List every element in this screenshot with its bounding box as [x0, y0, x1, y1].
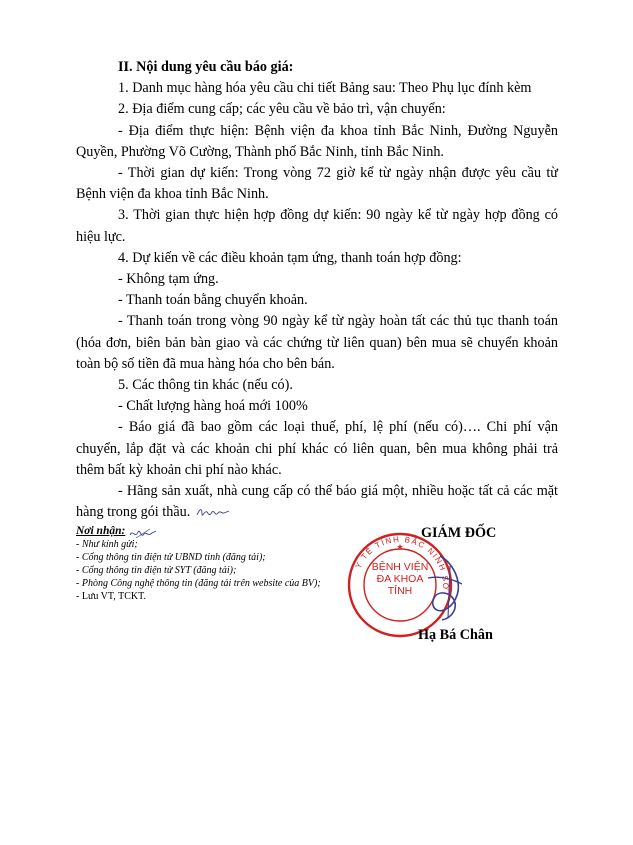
seal-ring-text: Y TẾ TỈNH BẮC NINH SỞ [353, 534, 451, 592]
item-other-info: 5. Các thông tin khác (nếu có). [118, 377, 293, 394]
item-payment-terms: 4. Dự kiến về các điều khoản tạm ứng, thanh toán hợp đồng: [118, 249, 462, 266]
item-expected-time: - Thời gian dự kiến: Trong vòng 72 giờ kể từ ngày nhận được yêu cầu từ Bệnh viện đa khoa tỉnh Bắc Ninh. [76, 165, 558, 203]
recipients-heading: Nơi nhận: [76, 525, 126, 537]
director-signature-icon [398, 548, 478, 628]
recipient-item: - Cổng thông tin điện tử UBND tỉnh (đăng tải); [76, 552, 266, 563]
section-heading: II. Nội dung yêu cầu báo giá: [118, 59, 294, 75]
recipients-initial-icon [128, 527, 158, 541]
director-name: Hạ Bá Chân [418, 627, 493, 643]
item-quality: - Chất lượng hàng hoá mới 100% [118, 398, 308, 415]
director-title: GIÁM ĐỐC [421, 525, 497, 541]
item-payment-within-90-days: - Thanh toán trong vòng 90 ngày kể từ ngày hoàn tất các thủ tục thanh toán (hóa đơn, biên bản bàn giao và các chứng từ liên quan) bên mua sẽ chuyển khoản toàn bộ số tiền đã mua hàng hóa cho bên bán. [76, 313, 558, 372]
seal-line: TỈNH [387, 585, 413, 597]
item-location-detail: - Địa điểm thực hiện: Bệnh viện đa khoa tỉnh Bắc Ninh, Đường Nguyễn Quyền, Phường Võ Cường, Thành phố Bắc Ninh, tỉnh Bắc Ninh. [76, 122, 558, 160]
recipient-item: - Như kính gửi; [76, 539, 138, 550]
item-no-advance: - Không tạm ứng. [118, 271, 219, 288]
item-goods-list: 1. Danh mục hàng hóa yêu cầu chi tiết Bảng sau: Theo Phụ lục đính kèm [118, 80, 532, 97]
initial-signature-icon [196, 506, 230, 520]
item-contract-duration: 3. Thời gian thực hiện hợp đồng dự kiến: 90 ngày kể từ ngày hợp đồng có hiệu lực. [76, 207, 558, 245]
item-manufacturer-quote-text: - Hãng sản xuất, nhà cung cấp có thể báo giá một, nhiều hoặc tất cả các mặt hàng trong gói thầu. [76, 483, 558, 521]
item-bank-transfer: - Thanh toán bằng chuyển khoản. [118, 292, 308, 309]
seal-line: BỆNH VIỆN [371, 561, 429, 573]
item-price-includes: - Báo giá đã bao gồm các loại thuế, phí, lệ phí (nếu có)…. Chi phí vận chuyển, lắp đặt và các khoản chi phí khác có liên quan, bên mua không phải trả thêm bất kỳ khoản chi phí nào khác. [76, 419, 558, 478]
recipient-item: - Cổng thông tin điện tử SYT (đăng tải); [76, 565, 237, 576]
item-delivery-location: 2. Địa điểm cung cấp; các yêu cầu về bảo trì, vận chuyển: [118, 101, 446, 118]
seal-line: ĐA KHOA [376, 573, 424, 585]
recipient-item: - Lưu VT, TCKT. [76, 591, 146, 602]
requirements-section [76, 57, 558, 523]
item-manufacturer-quote [76, 481, 558, 523]
recipients-block [76, 525, 376, 603]
recipient-item: - Phòng Công nghệ thông tin (đăng tải trên website của BV); [76, 578, 321, 589]
